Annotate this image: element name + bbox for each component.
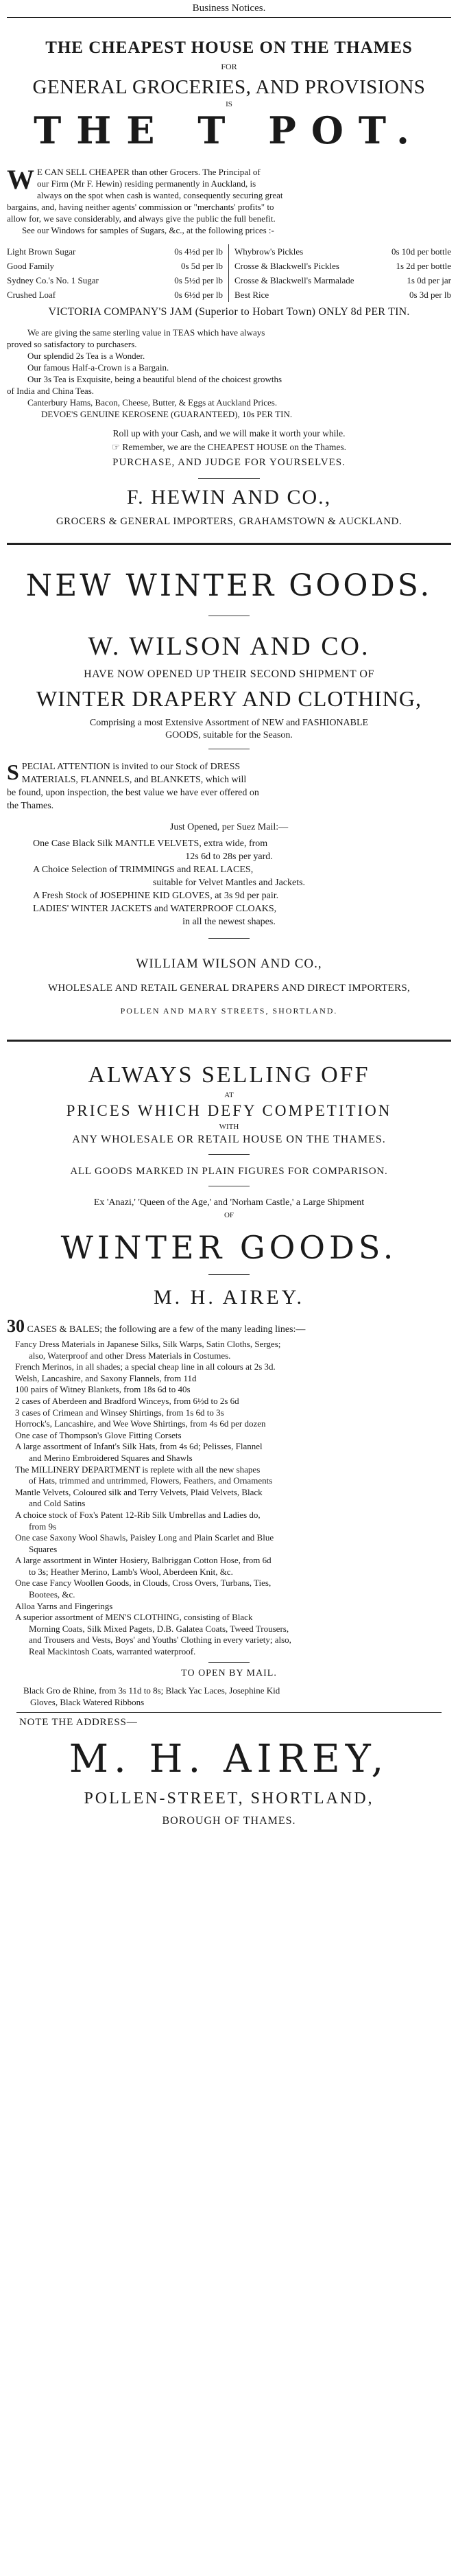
ad2-suez: Just Opened, per Suez Mail:— <box>169 822 289 832</box>
ad3-of: OF <box>224 1211 234 1219</box>
ad1-roll-line <box>7 442 451 453</box>
divider <box>16 1712 442 1713</box>
ad3-black-lines <box>7 1685 451 1708</box>
ad1-firm-sub: GROCERS & GENERAL IMPORTERS, GRAHAMSTOWN & AUCKLAND. <box>56 516 402 527</box>
ad3-list-item: A large assortment in Winter Hosiery, Balbriggan Cotton Hose, from 6d <box>15 1555 272 1566</box>
ad2-special-line: the Thames. <box>7 801 54 811</box>
divider <box>208 1154 250 1155</box>
ad2-headline: NEW WINTER GOODS. <box>25 568 433 603</box>
price-row <box>7 288 228 302</box>
price-value: 0s 10d per bottle <box>391 246 451 257</box>
ad3-list-item: A choice stock of Fox's Patent 12-Rib Silk Umbrellas and Ladies do, <box>15 1509 261 1520</box>
ad1-remember-text: Remember, we are the CHEAPEST HOUSE on the Thames. <box>122 442 347 452</box>
divider <box>198 478 260 479</box>
ad2-winter: WINTER DRAPERY AND CLOTHING, <box>36 686 422 711</box>
advertisement-airey <box>7 1062 451 1827</box>
pointing-hand-icon: ☞ <box>111 442 121 452</box>
ad3-list-item: 2 cases of Aberdeen and Bradford Winceys, from 6½d to 2s 6d <box>15 1395 239 1406</box>
ad2-have-opened: HAVE NOW OPENED UP THEIR SECOND SHIPMENT OF <box>84 668 374 680</box>
price-row <box>7 259 228 273</box>
price-item: Crosse & Blackwell's Marmalade <box>234 275 354 285</box>
ad1-firm: F. HEWIN AND CO., <box>126 486 332 508</box>
ad1-paragraph-line: See our Windows for samples of Sugars, &c., at the following prices :- <box>22 225 274 235</box>
ad1-paragraph-line: bargains, and, having neither agents' commission or "merchants' profits" to <box>7 202 274 212</box>
ad3-pollen-street: POLLEN-STREET, SHORTLAND, <box>84 1789 374 1807</box>
ad3-list-item: A superior assortment of MEN'S CLOTHING, consisting of Black <box>15 1612 253 1623</box>
price-row <box>229 259 451 273</box>
divider <box>208 1662 250 1663</box>
ad3-list-item: also, Waterproof and other Dress Materials in Costumes. <box>29 1350 231 1361</box>
ad3-list-item: Squares <box>29 1543 58 1554</box>
ad1-roll-line: Roll up with your Cash, and we will make it worth your while. <box>112 428 346 438</box>
ad1-tea-line: of India and China Teas. <box>7 386 95 396</box>
divider <box>208 938 250 939</box>
ad3-cases-text: CASES & BALES; the following are a few of the many leading lines:— <box>27 1324 306 1335</box>
ad1-subhead: GENERAL GROCERIES, AND PROVISIONS <box>32 76 426 98</box>
ad2-special-line: PECIAL ATTENTION is invited to our Stock of DRESS <box>21 762 241 772</box>
ad1-dropcap: W <box>7 164 34 195</box>
ad1-paragraph-line: our Firm (Mr F. Hewin) residing permanently in Auckland, is <box>37 178 256 189</box>
ad1-tea-line: DEVOE'S GENUINE KEROSENE (GUARANTEED), 10s PER TIN. <box>41 409 293 419</box>
ad3-list-item: Welsh, Lancashire, and Saxony Flannels, from 11d <box>15 1372 197 1383</box>
ad2-signature-sub: WHOLESALE AND RETAIL GENERAL DRAPERS AND DIRECT IMPORTERS, <box>47 983 411 994</box>
price-row <box>229 273 451 288</box>
ad2-comprising-line: GOODS, suitable for the Season. <box>165 730 293 740</box>
ad3-list-item: Fancy Dress Materials in Japanese Silks, Silk Warps, Satin Cloths, Serges; <box>15 1339 281 1349</box>
ad3-list-item: 100 pairs of Witney Blankets, from 18s 6d to 40s <box>15 1384 191 1395</box>
ad1-paragraph <box>7 166 451 236</box>
price-value: 0s 6½d per lb <box>174 290 223 300</box>
ad1-tea-line: We are giving the same sterling value in TEAS which have always <box>27 327 265 338</box>
ad3-list-item: of Hats, trimmed and untrimmed, Flowers, Feathers, and Ornaments <box>29 1475 273 1486</box>
ad2-special <box>7 760 451 812</box>
ad3-list-item: Mantle Velvets, Coloured silk and Terry Velvets, Plaid Velvets, Black <box>15 1486 263 1497</box>
ad2-item-sub: suitable for Velvet Mantles and Jackets. <box>152 878 306 888</box>
ad1-price-table <box>7 244 451 302</box>
ad3-list-item: A large assortment of Infant's Silk Hats, from 4s 6d; Pelisses, Flannel <box>15 1441 263 1452</box>
ad3-black-line: Gloves, Black Watered Ribbons <box>30 1696 145 1707</box>
ad1-tea-line: Our famous Half-a-Crown is a Bargain. <box>27 362 169 373</box>
ad1-for: FOR <box>221 62 237 71</box>
ad3-list-item: The MILLINERY DEPARTMENT is replete with all the new shapes <box>15 1464 261 1475</box>
price-item: Whybrow's Pickles <box>234 246 304 257</box>
ad3-list-item: Alloa Yarns and Fingerings <box>15 1600 113 1611</box>
ad2-signature: WILLIAM WILSON AND CO., <box>136 957 322 971</box>
ad2-special-line: be found, upon inspection, the best value we have ever offered on <box>7 788 259 798</box>
price-row <box>229 244 451 259</box>
price-row <box>7 273 228 288</box>
price-value: 0s 5d per lb <box>180 261 223 271</box>
ad3-list-item: French Merinos, in all shades; a special cheap line in all colours at 2s 3d. <box>15 1361 276 1372</box>
ad2-special-line: MATERIALS, FLANNELS, and BLANKETS, which will <box>21 775 247 785</box>
ad3-list-item: and Trousers and Vests, Boys' and Youths' Clothing in every variety; also, <box>29 1635 291 1646</box>
ad1-price-column-left <box>7 244 229 302</box>
ad2-item: LADIES' WINTER JACKETS and WATERPROOF CLOAKS, <box>33 904 277 914</box>
ad1-tea-line: proved so satisfactory to purchasers. <box>7 339 137 349</box>
ad1-tea-line: Canterbury Hams, Bacon, Cheese, Butter, & Eggs at Auckland Prices. <box>27 397 278 408</box>
ad3-list-item: One case Fancy Woollen Goods, in Clouds, Cross Overs, Turbans, Ties, <box>15 1578 272 1589</box>
ad3-list-item: Bootees, &c. <box>29 1589 75 1600</box>
ad3-headline: ALWAYS SELLING OFF <box>88 1062 370 1088</box>
price-value: 0s 5½d per lb <box>174 275 223 285</box>
ad1-tea-block <box>7 327 451 420</box>
ad3-marked: ALL GOODS MARKED IN PLAIN FIGURES FOR COMPARISON. <box>70 1166 388 1177</box>
price-item: Best Rice <box>234 290 269 300</box>
price-row <box>7 244 228 259</box>
price-value: 0s 3d per lb <box>409 290 451 300</box>
ad2-comprising-line: Comprising a most Extensive Assortment of NEW and FASHIONABLE <box>89 718 369 728</box>
advertisement-hewin <box>7 38 451 545</box>
ad3-winter: WINTER GOODS. <box>60 1229 398 1266</box>
price-value: 0s 4½d per lb <box>174 246 223 257</box>
ad2-item: A Choice Selection of TRIMMINGS and REAL LACES, <box>33 865 254 875</box>
ad3-list-item: from 9s <box>29 1521 57 1532</box>
ad3-list-item: One case of Thompson's Glove Fitting Corsets <box>15 1429 182 1440</box>
ad3-note: NOTE THE ADDRESS— <box>19 1716 138 1728</box>
ad1-is: IS <box>226 100 232 108</box>
price-item: Light Brown Sugar <box>7 246 76 257</box>
price-item: Sydney Co.'s No. 1 Sugar <box>7 275 99 285</box>
ad2-dropcap: S <box>7 760 19 784</box>
ad1-paragraph-line: always on the spot when cash is wanted, consequently securing great <box>37 190 283 200</box>
ad3-list-item: 3 cases of Crimean and Winsey Shirtings, from 1s 6d to 3s <box>15 1407 224 1418</box>
ad1-jam-line: VICTORIA COMPANY'S JAM (Superior to Hobart Town) ONLY 8d PER TIN. <box>48 306 410 318</box>
price-item: Crosse & Blackwell's Pickles <box>234 261 339 271</box>
ad1-price-column-right <box>229 244 451 302</box>
price-value: 1s 2d per bottle <box>396 261 451 271</box>
ad3-list-item: Real Mackintosh Coats, warranted waterproof. <box>29 1646 196 1657</box>
ad3-list-item: and Merino Embroidered Squares and Shawls <box>29 1452 193 1463</box>
ad3-cases-count: 30 <box>7 1316 25 1336</box>
ad3-open-by-mail: TO OPEN BY MAIL. <box>181 1667 277 1678</box>
price-item: Good Family <box>7 261 54 271</box>
section-divider <box>7 543 451 545</box>
ad1-purchase: PURCHASE, AND JUDGE FOR YOURSELVES. <box>112 457 346 468</box>
ad1-store-name: THE T POT. <box>34 108 424 152</box>
ad3-any-house: ANY WHOLESALE OR RETAIL HOUSE ON THE THAMES. <box>72 1134 386 1145</box>
ad1-tea-line: Our 3s Tea is Exquisite, being a beautiful blend of the choicest growths <box>27 374 282 384</box>
ad2-item: A Fresh Stock of JOSEPHINE KID GLOVES, at 3s 9d per pair. <box>33 891 279 901</box>
ad3-list-item: and Cold Satins <box>29 1498 86 1509</box>
ad2-firm: W. WILSON AND CO. <box>88 632 370 661</box>
price-item: Crushed Loaf <box>7 290 56 300</box>
ad3-item-list <box>7 1339 451 1658</box>
ad3-borough: BOROUGH OF THAMES. <box>162 1814 296 1827</box>
ad3-prices: PRICES WHICH DEFY COMPETITION <box>66 1102 392 1119</box>
ad2-address: POLLEN AND MARY STREETS, SHORTLAND. <box>120 1006 338 1016</box>
ad3-ex: Ex 'Anazi,' 'Queen of the Age,' and 'Norham Castle,' a Large Shipment <box>93 1197 365 1208</box>
ad1-headline: THE CHEAPEST HOUSE ON THE THAMES <box>45 38 413 57</box>
price-value: 1s 0d per jar <box>407 275 451 285</box>
ad3-at: AT <box>224 1091 234 1099</box>
ad3-list-item: to 3s; Heather Merino, Lamb's Wool, Aberdeen Knit, &c. <box>29 1566 233 1577</box>
ad2-item-list <box>7 837 451 928</box>
ad2-comprising <box>7 717 451 742</box>
ad1-paragraph-line: E CAN SELL CHEAPER than other Grocers. The Principal of <box>37 167 261 177</box>
ad3-list-item: One case Saxony Wool Shawls, Paisley Long and Plain Scarlet and Blue <box>15 1532 274 1543</box>
advertisement-wilson <box>7 568 451 1042</box>
divider <box>208 1274 250 1275</box>
ad3-black-line: Black Gro de Rhine, from 3s 11d to 8s; Black Yac Laces, Josephine Kid <box>23 1685 280 1696</box>
ad1-tea-line: Our splendid 2s Tea is a Wonder. <box>27 351 145 361</box>
section-divider <box>7 1040 451 1042</box>
ad3-cases <box>7 1316 451 1336</box>
ad3-firm-large: M. H. AIREY, <box>69 1736 389 1781</box>
ad1-paragraph-line: allow for, we save considerably, and always give the public the full benefit. <box>7 213 276 224</box>
ad3-list-item: Morning Coats, Silk Mixed Pagets, D.B. Galatea Coats, Tweed Trousers, <box>29 1623 289 1634</box>
ad2-item-sub: in all the newest shapes. <box>182 917 276 927</box>
ad2-item: One Case Black Silk MANTLE VELVETS, extra wide, from <box>33 839 268 849</box>
ad2-item-sub: 12s 6d to 28s per yard. <box>185 852 273 862</box>
price-row <box>229 288 451 302</box>
ad3-with: WITH <box>219 1123 239 1131</box>
running-head: Business Notices. <box>7 0 451 18</box>
ad3-list-item: Horrock's, Lancashire, and Wee Wove Shirtings, from 4s 6d per dozen <box>15 1418 266 1429</box>
ad3-firm: M. H. AIREY. <box>154 1286 304 1309</box>
